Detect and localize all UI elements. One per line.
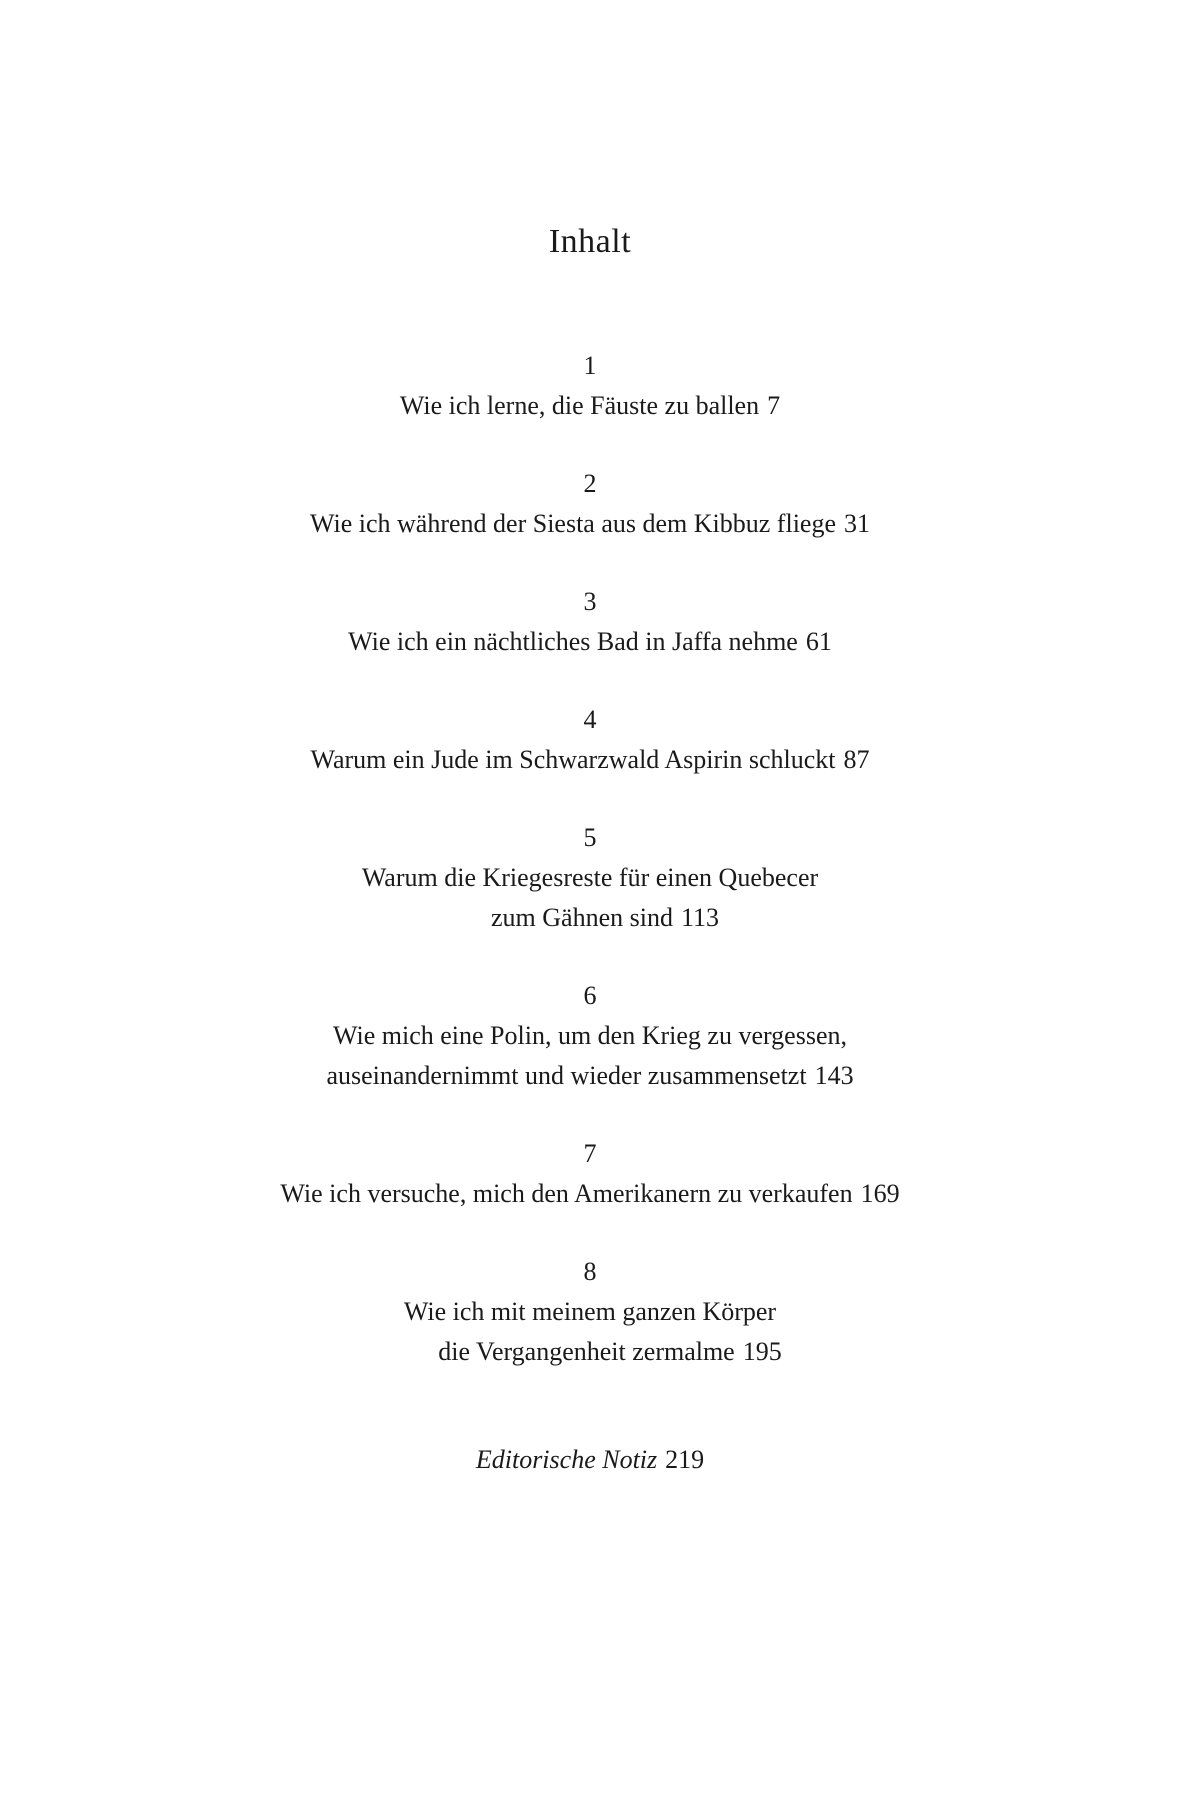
chapter-title-line [0,504,1180,544]
page-number: 87 [843,745,870,774]
chapter-title: Wie ich ein nächtliches Bad in Jaffa nehme [348,627,798,656]
toc-entry-2[interactable] [0,464,1180,544]
chapter-title-line-1: Wie ich mit meinem ganzen Körper [403,1297,777,1326]
chapter-title-line [0,740,1180,780]
chapter-number: 7 [583,1139,597,1168]
chapter-number: 5 [583,823,597,852]
page-number: 7 [767,391,781,420]
toc-entry-3[interactable] [0,582,1180,662]
toc-entry-8[interactable] [0,1252,1180,1372]
chapter-number: 8 [583,1257,597,1286]
toc-entry-7[interactable] [0,1134,1180,1214]
chapter-title: Warum ein Jude im Schwarzwald Aspirin schluckt [310,745,836,774]
chapter-title: Wie ich während der Siesta aus dem Kibbuz fliege [310,509,836,538]
chapter-title-continued: zum Gähnen sind [490,903,673,932]
chapter-title-line [0,1174,1180,1214]
toc-entry-5[interactable] [0,818,1180,938]
toc-entry-1[interactable] [0,346,1180,426]
chapter-number: 1 [583,351,597,380]
toc-entry-4[interactable] [0,700,1180,780]
chapter-title-line-1: Wie mich eine Polin, um den Krieg zu vergessen, [332,1021,847,1050]
chapter-number: 4 [583,705,597,734]
editorial-note-label: Editorische Notiz [475,1445,658,1474]
chapter-title-continued: die Vergangenheit zermalme [438,1337,735,1366]
page-title: Inhalt [548,223,632,260]
chapter-title-line [0,622,1180,662]
page-number: 169 [860,1179,900,1208]
chapter-title: Wie ich versuche, mich den Amerikanern zu verkaufen [280,1179,853,1208]
chapter-title-line [0,386,1180,426]
chapter-title-line-2 [0,1056,1180,1096]
page-number: 61 [805,627,832,656]
chapter-title-line-2 [0,1332,1180,1372]
chapter-title-line-2 [0,898,1180,938]
toc-entry-6[interactable] [0,976,1180,1096]
page-number: 195 [742,1337,782,1366]
page-number: 113 [680,903,719,932]
page-number: 143 [814,1061,854,1090]
chapter-number: 3 [583,587,597,616]
page-number: 219 [665,1445,705,1474]
chapter-number: 2 [583,469,597,498]
toc-entry-editorial-note[interactable] [0,1440,1180,1480]
chapter-title-continued: auseinandernimmt und wieder zusammensetzt [326,1061,807,1090]
page-number: 31 [844,509,870,538]
chapter-title-line-1: Warum die Kriegesreste für einen Quebecer [361,863,819,892]
chapter-number: 6 [583,981,597,1010]
chapter-title: Wie ich lerne, die Fäuste zu ballen [399,391,760,420]
